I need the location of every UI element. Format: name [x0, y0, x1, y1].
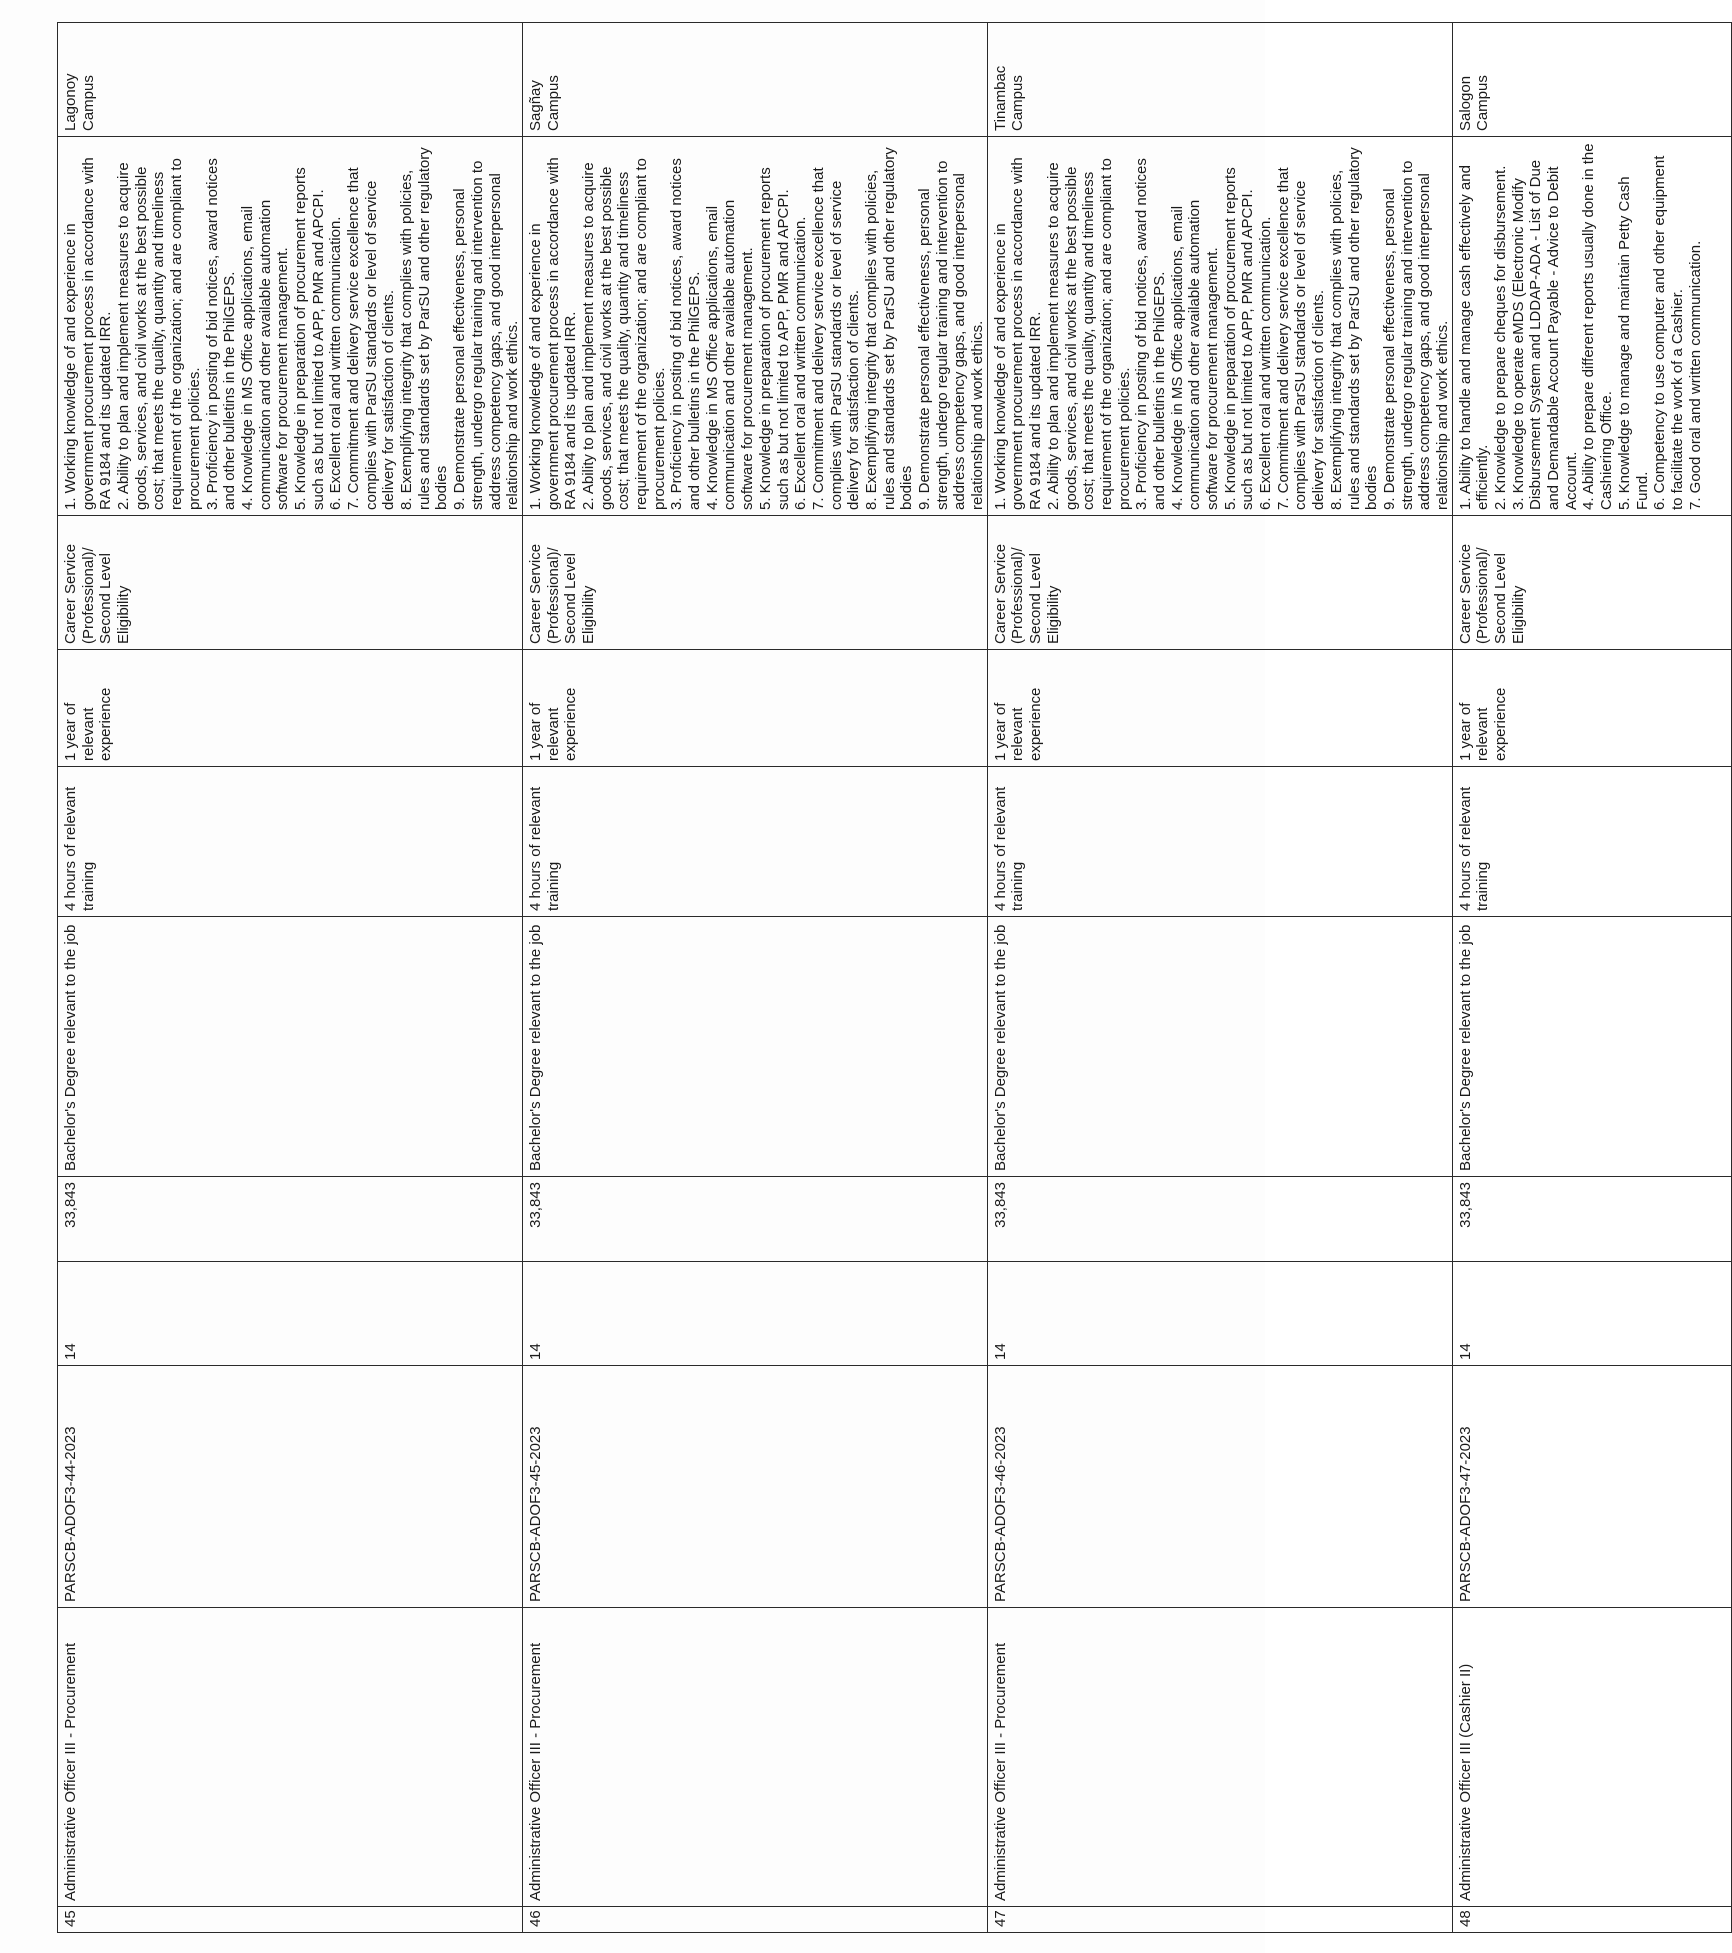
competency-item: 7. Good oral and written communication.	[1686, 240, 1704, 510]
competency-item: 1. Working knowledge of and experience in government procurement process in accordance with RA 9184 and its updated IRR.	[526, 157, 580, 510]
monthly-salary-cell: 33,843	[987, 1177, 1452, 1262]
plantilla-item-number-cell: PARSCB-ADOF3-45-2023	[522, 1366, 987, 1608]
competency-item: 1. Working knowledge of and experience in government procurement process in accordance with RA 9184 and its updated IRR.	[991, 157, 1045, 510]
job-postings-table	[57, 22, 1732, 1933]
table-row	[1452, 23, 1731, 1933]
training-cell: 4 hours of relevant training	[522, 767, 987, 917]
competency-item: 4. Ability to prepare different reports usually done in the Cashiering Office.	[1580, 143, 1616, 510]
competency-item: 7. Commitment and delivery service excellence that complies with ParSU standards or level of service delivery for satisfaction of clients.	[345, 167, 398, 510]
plantilla-item-number-cell: PARSCB-ADOF3-46-2023	[987, 1366, 1452, 1608]
competency-item: 3. Proficiency in posting of bid notices, award notices and other bulletins in the PhilGEPS.	[668, 158, 704, 510]
eligibility-cell: Career Service (Professional)/ Second Level Eligibility	[987, 516, 1452, 650]
plantilla-item-number-cell: PARSCB-ADOF3-47-2023	[1452, 1366, 1731, 1608]
competency-item: 7. Commitment and delivery service excellence that complies with ParSU standards or level of service delivery for satisfaction of clients.	[809, 167, 863, 510]
competency-item: 7. Commitment and delivery service excellence that complies with ParSU standards or level of service delivery for satisfaction of clients.	[1274, 167, 1328, 510]
competency-item: 5. Knowledge to manage and maintain Petty Cash Fund.	[1615, 176, 1651, 510]
competency-item: 2. Ability to plan and implement measures to acquire goods, services, and civil works at the best possible cost; that meets the quality, quantity and timeliness requirement of the organization; and are compliant to procurement policies.	[115, 158, 203, 510]
item-number-cell: 46	[522, 1907, 987, 1933]
monthly-salary-cell: 33,843	[1452, 1177, 1731, 1262]
plantilla-item-number-cell: PARSCB-ADOF3-44-2023	[58, 1366, 523, 1608]
competency-item: 9. Demonstrate personal effectiveness, personal strength, undergo regular training and intervention to address competency gaps, and good interpersonal relationship and work ethics.	[1380, 160, 1451, 510]
competency-item: 3. Proficiency in posting of bid notices, award notices and other bulletins in the PhilGEPS.	[1133, 158, 1168, 510]
competency-item: 1. Ability to handle and manage cash effectively and efficiently.	[1456, 165, 1492, 510]
competency-item: 9. Demonstrate personal effectiveness, personal strength, undergo regular training and intervention to address competency gaps, and good interpersonal relationship and work ethics.	[916, 160, 987, 510]
position-title-cell: Administrative Officer III (Cashier II)	[1452, 1608, 1731, 1907]
training-cell: 4 hours of relevant training	[987, 767, 1452, 917]
place-of-assignment-cell: Salogon Campus	[1452, 23, 1731, 137]
experience-cell: 1 year of relevant experience	[58, 650, 523, 767]
position-title-cell: Administrative Officer III - Procurement	[58, 1608, 523, 1907]
eligibility-cell: Career Service (Professional)/ Second Level Eligibility	[1452, 516, 1731, 650]
education-cell: Bachelor's Degree relevant to the job	[522, 917, 987, 1177]
competency-item: 8. Exemplifying integrity that complies with policies, rules and standards set by ParSU and other regulatory bodies	[1327, 147, 1381, 510]
table-body	[58, 23, 1732, 1933]
salary-grade-cell: 14	[987, 1262, 1452, 1366]
competency-item: 2. Ability to plan and implement measures to acquire goods, services, and civil works at the best possible cost; that meets the quality, quantity and timeliness requirement of the organization; and are compliant to procurement policies.	[579, 158, 668, 510]
competency-item: 4. Knowledge in MS Office applications, email communication and other available automation software for procurement management.	[238, 199, 292, 510]
competency-item: 3. Proficiency in posting of bid notices, award notices and other bulletins in the PhilGEPS.	[203, 158, 239, 510]
place-of-assignment-cell: Sagñay Campus	[522, 23, 987, 137]
table-row	[987, 23, 1452, 1933]
monthly-salary-cell: 33,843	[58, 1177, 523, 1262]
competency-cell	[58, 137, 523, 516]
competency-cell	[987, 137, 1452, 516]
competency-item: 5. Knowledge in preparation of procurement reports such as but not limited to APP, PMR and APCPI.	[291, 167, 327, 510]
experience-cell: 1 year of relevant experience	[522, 650, 987, 767]
competency-item: 6. Excellent oral and written communication.	[1257, 216, 1275, 510]
competency-item: 4. Knowledge in MS Office applications, email communication and other available automation software for procurement management.	[703, 199, 757, 510]
position-title-cell: Administrative Officer III - Procurement	[987, 1608, 1452, 1907]
training-cell: 4 hours of relevant training	[1452, 767, 1731, 917]
place-of-assignment-cell: Lagonoy Campus	[58, 23, 523, 137]
place-of-assignment-cell: Tinambac Campus	[987, 23, 1452, 137]
competency-cell	[1452, 137, 1731, 516]
eligibility-cell: Career Service (Professional)/ Second Level Eligibility	[58, 516, 523, 650]
item-number-cell: 47	[987, 1907, 1452, 1933]
education-cell: Bachelor's Degree relevant to the job	[58, 917, 523, 1177]
item-number-cell: 45	[58, 1907, 523, 1933]
monthly-salary-cell: 33,843	[522, 1177, 987, 1262]
competency-item: 5. Knowledge in preparation of procurement reports such as but not limited to APP, PMR and APCPI.	[1221, 167, 1257, 510]
rotated-table-wrapper	[57, 23, 1704, 1933]
competency-item: 1. Working knowledge of and experience in government procurement process in accordance with RA 9184 and its updated IRR.	[62, 157, 115, 510]
education-cell: Bachelor's Degree relevant to the job	[1452, 917, 1731, 1177]
salary-grade-cell: 14	[1452, 1262, 1731, 1366]
competency-item: 6. Competency to use computer and other equipment to facilitate the work of a Cashier.	[1651, 155, 1686, 510]
competency-item: 6. Excellent oral and written communication.	[327, 216, 345, 510]
competency-item: 4. Knowledge in MS Office applications, email communication and other available automation software for procurement management.	[1168, 199, 1221, 510]
table-row	[522, 23, 987, 1933]
table-row	[58, 23, 523, 1933]
competency-item: 8. Exemplifying integrity that complies with policies, rules and standards set by ParSU and other regulatory bodies	[398, 147, 451, 510]
eligibility-cell: Career Service (Professional)/ Second Level Eligibility	[522, 516, 987, 650]
competency-cell	[522, 137, 987, 516]
salary-grade-cell: 14	[522, 1262, 987, 1366]
experience-cell: 1 year of relevant experience	[987, 650, 1452, 767]
competency-item: 9. Demonstrate personal effectiveness, personal strength, undergo regular training and intervention to address competency gaps, and good interpersonal relationship and work ethics.	[451, 160, 522, 510]
competency-item: 8. Exemplifying integrity that complies with policies, rules and standards set by ParSU and other regulatory bodies	[862, 147, 916, 510]
position-title-cell: Administrative Officer III - Procurement	[522, 1608, 987, 1907]
experience-cell: 1 year of relevant experience	[1452, 650, 1731, 767]
education-cell: Bachelor's Degree relevant to the job	[987, 917, 1452, 1177]
competency-item: 6. Excellent oral and written communication.	[792, 216, 810, 510]
item-number-cell: 48	[1452, 1907, 1731, 1933]
competency-item: 5. Knowledge in preparation of procurement reports such as but not limited to APP, PMR and APCPI.	[756, 167, 792, 510]
training-cell: 4 hours of relevant training	[58, 767, 523, 917]
competency-item: 2. Knowledge to prepare cheques for disbursement.	[1492, 165, 1509, 510]
salary-grade-cell: 14	[58, 1262, 523, 1366]
competency-item: 2. Ability to plan and implement measures to acquire goods, services, and civil works at the best possible cost; that meets the quality, quantity and timeliness requirement of the organization; and are compliant to procurement policies.	[1044, 158, 1133, 510]
competency-item: 3. Knowledge to operate eMDS (Electronic Modify Disbursement System and LDDAP-ADA - List of Due and Demandable Account Payable - Advice to Debit Account.	[1509, 159, 1580, 510]
